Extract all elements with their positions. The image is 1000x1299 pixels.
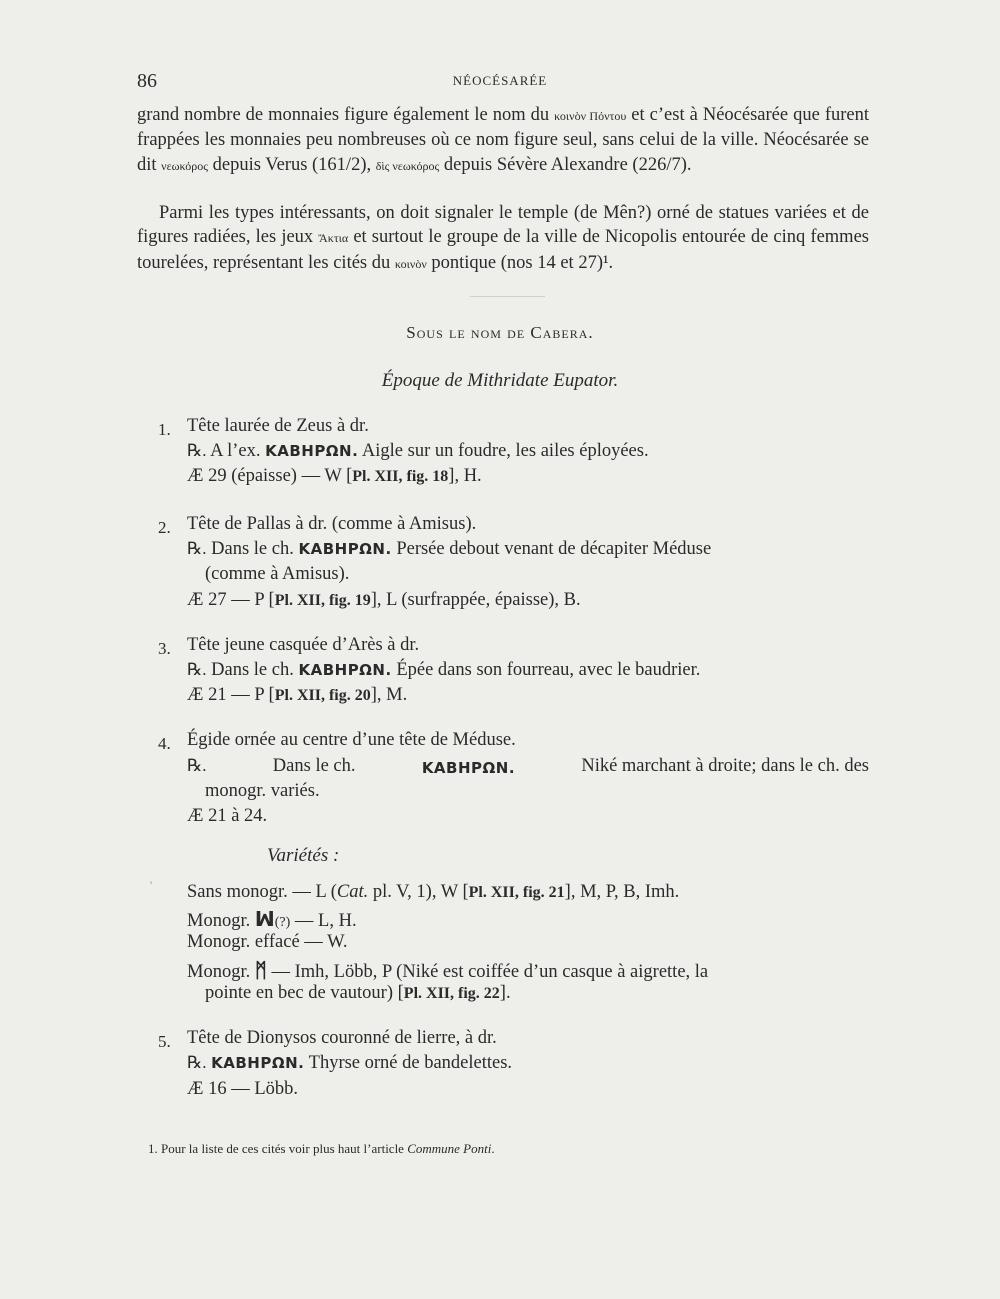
running-title: NÉOCÉSARÉE (452, 73, 548, 88)
coin-legend: KABHPΩN. (265, 442, 359, 460)
entry-reverse-continued: (comme à Amisus). (205, 564, 350, 584)
coin-legend: KABHPΩN. (421, 759, 516, 777)
coin-legend: KABHPΩN. (211, 1054, 305, 1072)
separator-rule (470, 296, 545, 297)
reverse-symbol: ℞. (187, 660, 207, 679)
entry-reverse: ℞. A l’ex. KABHPΩN. Aigle sur un foudre, les ailes éployées. (187, 441, 649, 461)
intro-paragraph-1: grand nombre de monnaies figure également le nom du κοινὸν Πόντου et c’est à Néocésarée que furent frappées les monnaies peu nombreuses où ce nom figure seul, sans celui de la ville. Néocésarée se dit νεωκόρος depuis Verus (161/2), δὶς νεωκόρος depuis Sévère Alexandre (226/7). (137, 105, 870, 175)
entry-obverse: Tête jeune casquée d’Arès à dr. (187, 635, 420, 655)
variety-line: Monogr. ᛗ — Imh, Löbb, P (Niké est coiffée d’un casque à aigrette, la (187, 958, 709, 982)
entry-reverse: ℞. Dans le ch. KABHPΩN. Épée dans son fourreau, avec le baudrier. (187, 660, 701, 680)
entry-reverse: ℞. Dans le ch. KABHPΩN. Persée debout venant de décapiter Méduse (187, 539, 712, 559)
variety-line-continued: pointe en bec de vautour) [Pl. XII, fig. 22]. (205, 983, 511, 1003)
plate-reference: Pl. XII, fig. 20 (274, 687, 371, 704)
entry-reverse: ℞. Dans le ch. KABHPΩN. Niké marchant à droite; dans le ch. des (187, 756, 869, 780)
monogram-icon: ᛗ (254, 958, 267, 982)
greek-term: κοινὸν (394, 256, 427, 271)
greek-term: δὶς νεωκόρος (375, 158, 440, 173)
coin-legend: KABHPΩN. (298, 661, 392, 679)
entry-reverse: ℞. KABHPΩN. Thyrse orné de bandelettes. (187, 1053, 513, 1073)
variety-line: Monogr. effacé — W. (187, 932, 348, 952)
entry-number: 3. (158, 639, 171, 658)
varieties-heading: Variétés : (267, 845, 340, 866)
page-number: 86 (137, 70, 157, 92)
entry-metal: Æ 21 à 24. (187, 806, 268, 826)
entry-obverse: Égide ornée au centre d’une tête de Méduse. (187, 730, 516, 750)
section-title: Sous le nom de Cabera. (406, 323, 594, 342)
entry-number: 2. (158, 518, 171, 537)
entry-metal: Æ 16 — Löbb. (187, 1079, 298, 1099)
greek-term: κοινὸν Πόντου (554, 109, 627, 123)
variety-line: Monogr. ꟽ(?) — L, H. (187, 907, 357, 931)
monogram-icon: ꟽ (254, 907, 275, 931)
entry-metal: Æ 21 — P [Pl. XII, fig. 20], M. (187, 685, 408, 705)
greek-term: νεωκόρος (161, 158, 209, 173)
variety-line: Sans monogr. — L (Cat. pl. V, 1), W [Pl. XII, fig. 21], M, P, B, Imh. (187, 882, 680, 902)
entry-number: 5. (158, 1032, 171, 1051)
entry-obverse: Tête laurée de Zeus à dr. (187, 416, 369, 436)
entry-metal: Æ 27 — P [Pl. XII, fig. 19], L (surfrappée, épaisse), B. (187, 590, 581, 610)
reverse-symbol: ℞. (187, 441, 207, 460)
entry-obverse: Tête de Pallas à dr. (comme à Amisus). (187, 514, 477, 534)
reverse-symbol: ℞. (187, 1053, 207, 1072)
reverse-symbol: ℞. (187, 756, 207, 775)
plate-reference: Pl. XII, fig. 18 (352, 468, 449, 485)
entry-obverse: Tête de Dionysos couronné de lierre, à dr. (187, 1028, 497, 1048)
entry-number: 1. (158, 420, 171, 439)
entry-metal: Æ 29 (épaisse) — W [Pl. XII, fig. 18], H. (187, 466, 482, 486)
intro-paragraph-2: Parmi les types intéressants, on doit signaler le temple (de Mên?) orné de statues variées et de figures radiées, les jeux Ἄκτια et surtout le groupe de la ville de Nicopolis entourée de cinq femmes tourelées, représentant les cités du κοινὸν pontique (nos 14 et 27)¹. (137, 203, 869, 273)
footnote: 1. Pour la liste de ces cités voir plus haut l’article Commune Ponti. (148, 1141, 495, 1156)
coin-legend: KABHPΩN. (298, 540, 392, 558)
plate-reference: Pl. XII, fig. 22 (403, 985, 500, 1002)
plate-reference: Pl. XII, fig. 19 (274, 592, 371, 609)
greek-term: Ἄκτια (318, 231, 349, 246)
margin-mark: ' (150, 878, 153, 892)
entry-number: 4. (158, 734, 171, 753)
plate-reference: Pl. XII, fig. 21 (468, 884, 565, 901)
entry-reverse-continued: monogr. variés. (205, 781, 320, 801)
period-title: Époque de Mithridate Eupator. (381, 370, 619, 391)
reverse-symbol: ℞. (187, 539, 207, 558)
